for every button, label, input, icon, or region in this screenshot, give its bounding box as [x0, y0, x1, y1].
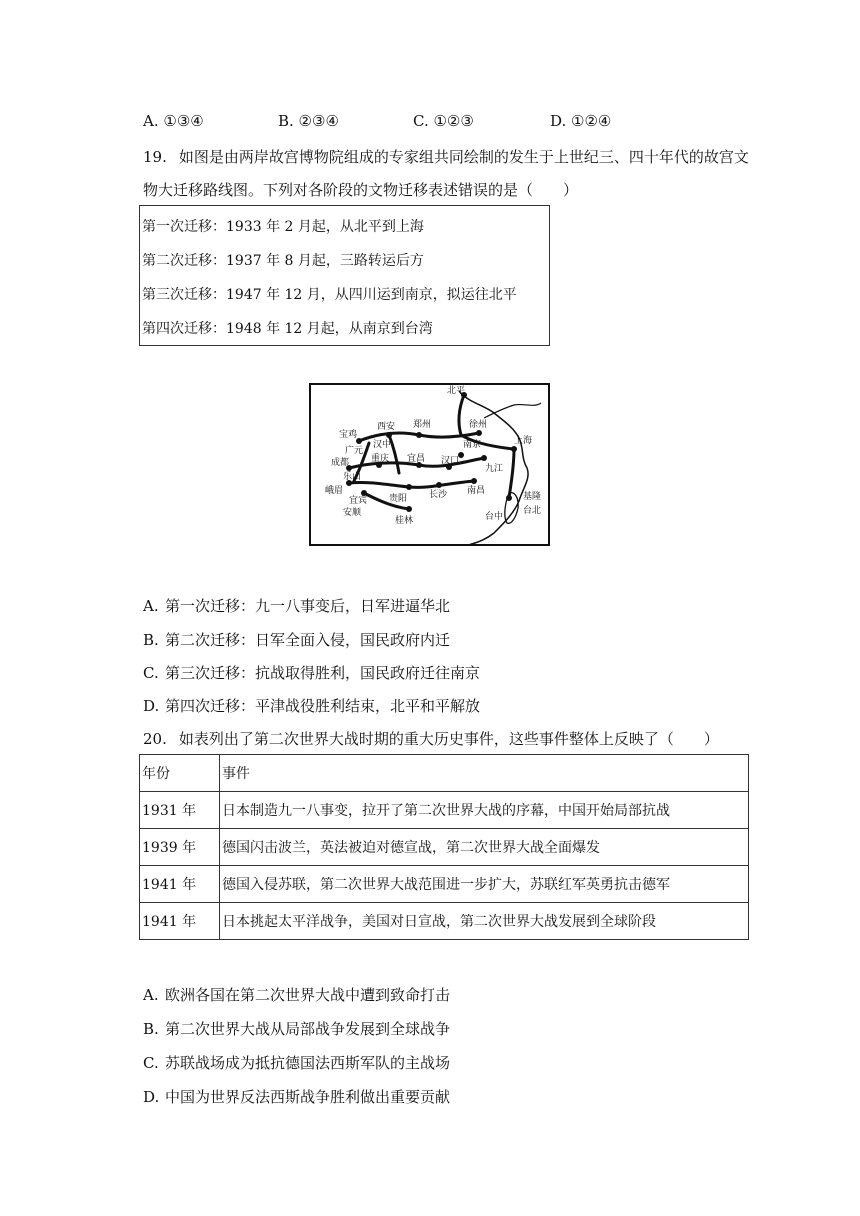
table-header-row [140, 755, 749, 792]
map-label-shanghai: 上海 [514, 436, 533, 446]
map-label-hanzhong: 汉中 [373, 440, 392, 450]
row-event: 德国入侵苏联，第二次世界大战范围进一步扩大，苏联红军英勇抗击德军 [220, 866, 749, 903]
choice-text: 苏联战场成为抵抗德国法西斯军队的主战场 [165, 1054, 451, 1072]
table-row [140, 866, 749, 903]
map-label-yichang: 宜昌 [407, 454, 426, 464]
map-label-guiyang: 贵阳 [389, 494, 408, 504]
table-row [140, 829, 749, 866]
map-label-beiping: 北平 [447, 386, 466, 396]
q18-option-a[interactable]: A. ①③④ [143, 112, 204, 130]
map-label-chongqing: 重庆 [371, 454, 390, 464]
choice-text: 第三次迁移：抗战取得胜利，国民政府迁往南京 [165, 664, 481, 682]
map-label-xuzhou: 徐州 [469, 420, 488, 430]
q20-number: 20. [143, 730, 167, 748]
migration-line-2: 第二次迁移：1937 年 8 月起，三路转运后方 [142, 253, 424, 269]
map-label-nanchang: 南昌 [467, 486, 486, 496]
choice-label: A. [143, 986, 159, 1004]
choice-text: 第二次世界大战从局部战争发展到全球战争 [165, 1020, 451, 1038]
migration-route-map [309, 383, 550, 546]
q19-stem-text1: 如图是由两岸故宫博物院组成的专家组共同绘制的发生于上世纪三、四十年代的故宫文 [178, 148, 749, 166]
q18-option-c[interactable]: C. ①②③ [413, 112, 474, 130]
row-year: 1939 年 [140, 829, 220, 866]
q20-stem-text: 如表列出了第二次世界大战时期的重大历史事件，这些事件整体上反映了（ ） [178, 730, 719, 748]
map-label-baoji: 宝鸡 [339, 430, 358, 440]
q20-choice-a[interactable] [143, 984, 450, 1005]
map-label-jiujiang: 九江 [485, 464, 504, 474]
q19-stem-line2: 物大迁移路线图。下列对各阶段的文物迁移表述错误的是（ ） [143, 181, 579, 199]
choice-text: 第一次迁移：九一八事变后，日军进逼华北 [165, 597, 451, 615]
choice-label: D. [143, 697, 160, 715]
choice-text: 第四次迁移：平津战役胜利结束，北平和平解放 [165, 697, 481, 715]
migration-line-4: 第四次迁移：1948 年 12 月起，从南京到台湾 [142, 321, 433, 337]
q19-choice-a[interactable] [143, 595, 450, 616]
map-label-guilin: 桂林 [395, 516, 414, 526]
map-label-taibei: 台北 [523, 506, 542, 516]
map-label-nanjing: 南京 [463, 440, 482, 450]
row-year: 1931 年 [140, 792, 220, 829]
map-label-chengdu: 成都 [331, 458, 350, 468]
header-event: 事件 [220, 755, 749, 792]
q20-choice-c[interactable] [143, 1052, 450, 1073]
q18-option-b[interactable]: B. ②③④ [278, 112, 339, 130]
q19-number: 19. [143, 148, 167, 166]
q20-stem [143, 728, 719, 749]
q20-events-table [139, 754, 749, 940]
choice-label: D. [143, 1088, 160, 1106]
row-year: 1941 年 [140, 866, 220, 903]
row-event: 日本制造九一八事变，拉开了第二次世界大战的序幕，中国开始局部抗战 [220, 792, 749, 829]
map-label-jilong: 基隆 [523, 492, 542, 502]
choice-text: 中国为世界反法西斯战争胜利做出重要贡献 [165, 1088, 451, 1106]
q18-option-d[interactable]: D. ①②④ [550, 112, 612, 130]
map-label-emei: 峨眉 [325, 486, 344, 496]
choice-label: B. [143, 631, 159, 649]
map-label-leshan: 乐山 [343, 472, 362, 482]
q20-choice-b[interactable] [143, 1018, 450, 1039]
q19-stem-line1 [143, 146, 749, 167]
migration-line-1: 第一次迁移：1933 年 2 月起，从北平到上海 [142, 219, 424, 235]
row-event: 日本挑起太平洋战争，美国对日宣战，第二次世界大战发展到全球阶段 [220, 903, 749, 940]
choice-label: C. [143, 664, 159, 682]
row-event: 德国闪击波兰，英法被迫对德宣战，第二次世界大战全面爆发 [220, 829, 749, 866]
q19-choice-c[interactable] [143, 662, 480, 683]
q19-choice-d[interactable] [143, 695, 480, 716]
map-label-anshun: 安顺 [343, 508, 362, 518]
migration-line-3: 第三次迁移：1947 年 12 月，从四川运到南京，拟运往北平 [142, 287, 517, 303]
choice-label: C. [143, 1054, 159, 1072]
q18-options [143, 112, 703, 134]
map-label-changsha: 长沙 [429, 490, 448, 500]
choice-label: A. [143, 597, 159, 615]
table-row [140, 792, 749, 829]
map-label-guangyuan: 广元 [345, 446, 364, 456]
q20-choice-d[interactable] [143, 1086, 450, 1107]
map-label-taizhong: 台中 [485, 512, 504, 522]
row-year: 1941 年 [140, 903, 220, 940]
map-label-xian: 西安 [377, 422, 396, 432]
q19-choice-b[interactable] [143, 629, 450, 650]
header-year: 年份 [140, 755, 220, 792]
map-label-hankou: 汉口 [441, 456, 460, 466]
q19-migration-box [139, 205, 550, 346]
map-label-yibin: 宜宾 [349, 496, 368, 506]
choice-label: B. [143, 1020, 159, 1038]
map-label-zhengzhou: 郑州 [413, 420, 432, 430]
choice-text: 欧洲各国在第二次世界大战中遭到致命打击 [165, 986, 451, 1004]
choice-text: 第二次迁移：日军全面入侵，国民政府内迁 [165, 631, 451, 649]
table-row [140, 903, 749, 940]
